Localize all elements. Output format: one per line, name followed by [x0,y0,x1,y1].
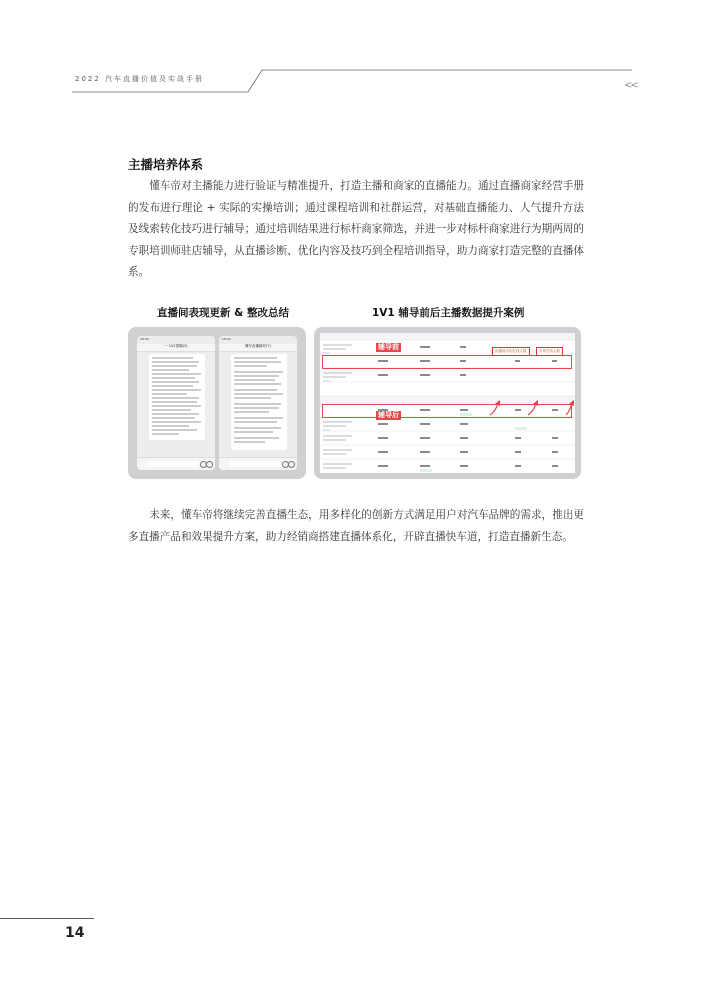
page-number: 14 [65,925,85,941]
phone-status-bar: 18:50 [222,337,231,341]
plus-icon [288,461,295,468]
message-text-lines [149,354,205,440]
chat-title: ··· 1V1群聊(3) [137,344,215,352]
highlight-before-row [322,355,572,369]
tag-left: 直播间平均在线人数 [492,347,530,356]
header-rule [0,0,710,100]
label-after: 辅导后 [378,411,399,419]
figure-caption-left: 直播间表现更新 & 整改总结 [157,307,289,319]
plus-icon [206,461,213,468]
tag-right: 平均在线人数 [536,347,563,356]
body-paragraph-2: 未来，懂车帝将继续完善直播生态，用多样化的创新方式满足用户对汽车品牌的需求，推出更多直播产品和效果提升方案，助力经销商搭建直播体系化，开辟直播快车道，打造直播新生态。 [128,509,584,543]
chat-title: 懂车直播辅导(7) [219,344,297,352]
body-paragraph-1: 懂车帝对主播能力进行验证与精准提升，打造主播和商家的直播能力。通过直播商家经营手册的发布进行理论 + 实际的实操培训；通过课程培训和社群运营，对基础直播能力、人气提升方法及线索转化技巧进行辅导；通过培训结果进行标杆商家筛选，并进一步对标杆商家进行为期两周的专职培训师驻店辅导，从直播诊断、优化内容及技巧到全程培训指导，助力商家打造完整的直播体系。 [128,180,584,278]
data-table-screenshot [320,333,575,473]
phone-screenshot-1 [137,336,215,470]
phone-screenshot-2 [219,336,297,470]
section-title: 主播培养体系 [128,157,204,172]
running-title: 2022 汽车直播价值及实战手册 [75,75,205,83]
chat-message-bubble [231,354,287,450]
chat-message-bubble [149,354,205,440]
figure-caption-right: 1V1 辅导前后主播数据提升案例 [372,307,525,319]
label-before: 辅导前 [378,343,399,351]
phone-status-bar: 18:50 [140,337,149,341]
data-comparison-figure [314,327,581,479]
chat-input-field [229,461,281,467]
message-text-lines [231,354,287,450]
chat-input-bar [219,457,297,470]
chevron-left-icon: << [624,80,637,91]
chat-input-bar [137,457,215,470]
highlight-after-row [322,404,572,418]
chat-screenshots-figure [128,327,306,479]
chat-input-field [147,461,199,467]
footer-rule [0,918,94,919]
